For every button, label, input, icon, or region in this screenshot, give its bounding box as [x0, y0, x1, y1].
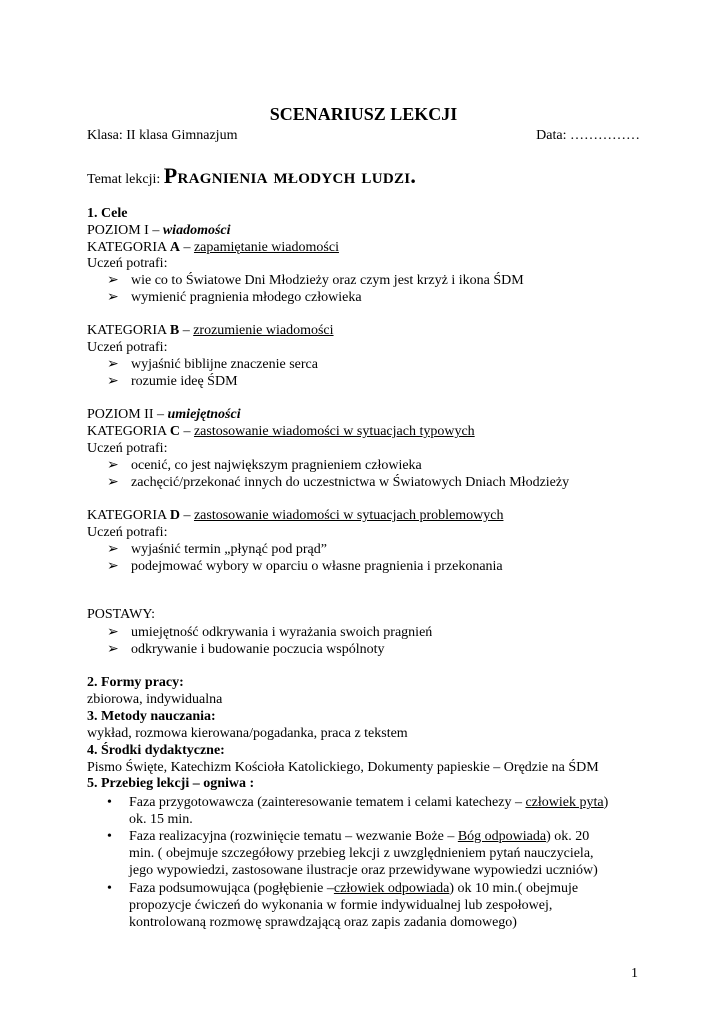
category-d — [87, 507, 503, 524]
list-item-text: podejmować wybory w oparciu o własne pragnienia i przekonania — [131, 559, 503, 574]
phase-2-line-3: jego wypowiedzi, zastosowane ilustracje oraz przewidywane wypowiedzi uczniów) — [129, 863, 598, 878]
phase-3-text: Faza podsumowująca (pogłębienie – — [129, 881, 334, 896]
list-item-text: wyjaśnić biblijne znaczenie serca — [131, 357, 318, 372]
section-2-text: zbiorowa, indywidualna — [87, 692, 223, 707]
topic-label: Temat lekcji: — [87, 172, 161, 187]
list-item — [87, 457, 422, 474]
list-item — [87, 624, 432, 641]
arrow-bullet-icon: ➢ — [107, 542, 119, 557]
arrow-bullet-icon: ➢ — [107, 642, 119, 657]
category-a-dash: – — [179, 240, 194, 255]
category-d-desc: zastosowanie wiadomości w sytuacjach problemowych — [193, 508, 504, 523]
phase-1-text-end: ) — [603, 795, 609, 810]
page-title: SCENARIUSZ LEKCJI — [269, 104, 458, 124]
category-b-prefix: KATEGORIA — [87, 323, 170, 338]
section-4-text: Pismo Święte, Katechizm Kościoła Katolickiego, Dokumenty papieskie – Orędzie na ŚDM — [87, 760, 599, 775]
list-item — [87, 373, 238, 390]
section-1-heading: 1. Cele — [87, 206, 128, 221]
list-item — [87, 272, 524, 289]
category-b-letter: B — [169, 323, 180, 338]
phase-1-line-2: ok. 15 min. — [129, 812, 193, 827]
category-c-can: Uczeń potrafi: — [87, 441, 168, 456]
arrow-bullet-icon: ➢ — [107, 458, 119, 473]
level-1-em: wiadomości — [162, 223, 231, 238]
category-d-prefix: KATEGORIA — [87, 508, 170, 523]
arrow-bullet-icon: ➢ — [107, 475, 119, 490]
category-a-letter: A — [169, 240, 180, 255]
list-item-text: umiejętność odkrywania i wyrażania swoich pragnień — [131, 625, 433, 640]
phase-2 — [87, 828, 589, 845]
level-2-prefix: POZIOM II – — [87, 407, 168, 422]
category-a-desc: zapamiętanie wiadomości — [193, 240, 339, 255]
bullet-icon: • — [107, 795, 112, 810]
section-4-heading: 4. Środki dydaktyczne: — [87, 743, 225, 758]
phase-3 — [87, 880, 578, 897]
list-item-text: wyjaśnić termin „płynąć pod prąd” — [131, 542, 327, 557]
list-item — [87, 289, 362, 306]
phase-2-line-2: min. ( obejmuje szczegółowy przebieg lekcji z uwzględnieniem pytań nauczyciela, — [129, 846, 594, 861]
bullet-icon: • — [107, 881, 112, 896]
arrow-bullet-icon: ➢ — [107, 290, 119, 305]
level-1 — [87, 222, 231, 239]
category-a — [87, 239, 339, 256]
phase-3-text-end: ) ok 10 min.( obejmuje — [449, 881, 579, 896]
arrow-bullet-icon: ➢ — [107, 273, 119, 288]
phase-1 — [87, 794, 608, 811]
level-2-em: umiejętności — [167, 407, 241, 422]
category-b-dash: – — [179, 323, 194, 338]
list-item-text: odkrywanie i budowanie poczucia wspólnoty — [131, 642, 385, 657]
level-1-prefix: POZIOM I – — [87, 223, 163, 238]
bullet-icon: • — [107, 829, 112, 844]
phase-1-text: Faza przygotowawcza (zainteresowanie tematem i celami katechezy – — [129, 795, 526, 810]
phase-2-underlined: Bóg odpowiada — [457, 829, 547, 844]
phase-3-underlined: człowiek odpowiada — [333, 881, 450, 896]
list-item — [87, 641, 385, 658]
category-d-dash: – — [179, 508, 194, 523]
phase-3-line-2: propozycje ćwiczeń do wykonania w formie indywidualnej lub zespołowej, — [129, 898, 553, 913]
list-item-text: ocenić, co jest największym pragnieniem człowieka — [131, 458, 422, 473]
category-c — [87, 423, 475, 440]
list-item-text: wie co to Światowe Dni Młodzieży oraz czym jest krzyż i ikona ŚDM — [131, 273, 524, 288]
category-b-desc: zrozumienie wiadomości — [193, 323, 334, 338]
category-c-prefix: KATEGORIA — [87, 424, 170, 439]
category-a-prefix: KATEGORIA — [87, 240, 170, 255]
list-item-text: zachęcić/przekonać innych do uczestnictwa w Światowych Dniach Młodzieży — [131, 475, 570, 490]
category-c-desc: zastosowanie wiadomości w sytuacjach typowych — [193, 424, 475, 439]
phase-2-text: Faza realizacyjna (rozwinięcie tematu – wezwanie Boże – — [129, 829, 458, 844]
class-line: Klasa: II klasa Gimnazjum — [87, 128, 238, 143]
section-3-text: wykład, rozmowa kierowana/pogadanka, praca z tekstem — [87, 726, 408, 741]
list-item — [87, 474, 569, 491]
phase-2-text-end: ) ok. 20 — [546, 829, 590, 844]
attitudes-label: POSTAWY: — [87, 607, 156, 622]
section-3-heading: 3. Metody nauczania: — [87, 709, 216, 724]
level-2 — [87, 406, 241, 423]
arrow-bullet-icon: ➢ — [107, 625, 119, 640]
topic-text: Pragnienia młodych ludzi. — [163, 163, 417, 188]
list-item — [87, 356, 318, 373]
topic-line — [87, 162, 416, 194]
arrow-bullet-icon: ➢ — [107, 374, 119, 389]
category-b-can: Uczeń potrafi: — [87, 340, 168, 355]
page-number: 1 — [631, 966, 638, 981]
category-d-letter: D — [169, 508, 180, 523]
phase-3-line-3: kontrolowaną rozmowę sprawdzającą oraz zapis zadania domowego) — [129, 915, 517, 930]
section-5-heading: 5. Przebieg lekcji – ogniwa : — [87, 776, 255, 791]
list-item-text: rozumie ideę ŚDM — [131, 374, 238, 389]
category-c-dash: – — [179, 424, 194, 439]
arrow-bullet-icon: ➢ — [107, 559, 119, 574]
arrow-bullet-icon: ➢ — [107, 357, 119, 372]
category-b — [87, 322, 334, 339]
list-item-text: wymienić pragnienia młodego człowieka — [131, 290, 362, 305]
list-item — [87, 558, 503, 575]
section-2-heading: 2. Formy pracy: — [87, 675, 184, 690]
category-c-letter: C — [169, 424, 180, 439]
list-item — [87, 541, 327, 558]
category-a-can: Uczeń potrafi: — [87, 256, 168, 271]
category-d-can: Uczeń potrafi: — [87, 525, 168, 540]
phase-1-underlined: człowiek pyta — [525, 795, 604, 810]
date-line: Data: …………… — [536, 128, 640, 143]
